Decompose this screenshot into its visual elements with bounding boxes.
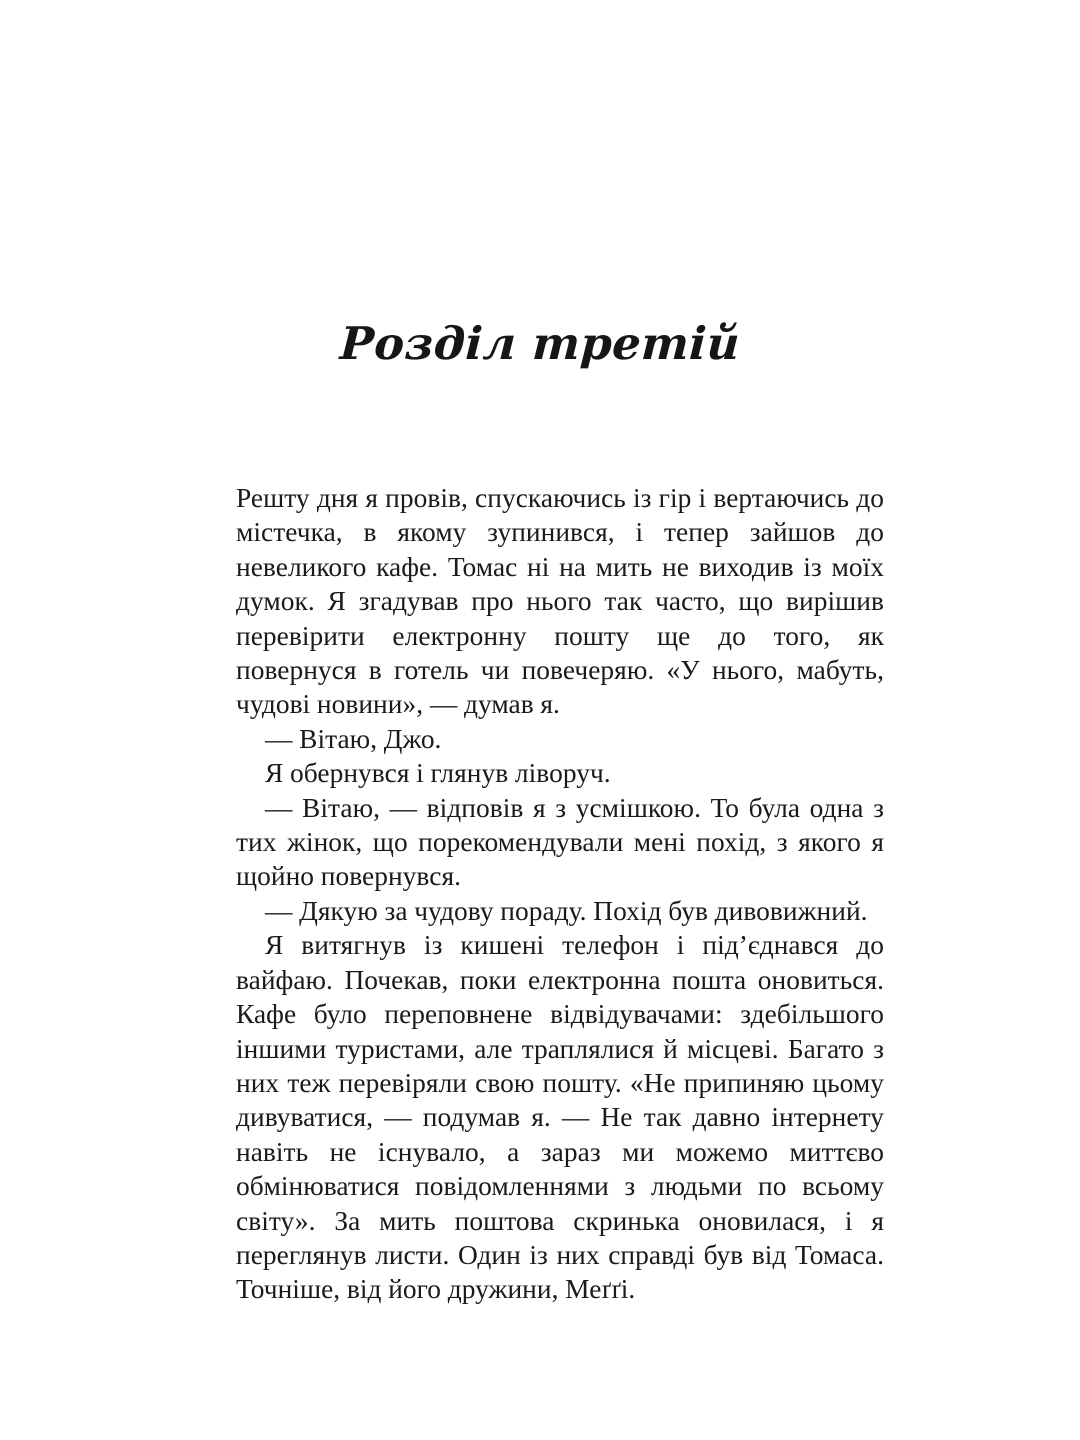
paragraph: — Дякую за чудову пораду. Похід був дивовижний. bbox=[265, 895, 868, 926]
paragraph: — Вітаю, Джо. bbox=[265, 723, 442, 754]
paragraph: Решту дня я провів, спускаючись із гір і вертаючись до містечка, в якому зупинився, і тепер зайшов до невеликого кафе. Томас ні на мить не виходив із моїх думок. Я згадував про нього так часто, що вирішив перевірити електронну пошту ще до того, як повернуся в готель чи повечеряю. «У нього, мабуть, чудові новини», — думав я. bbox=[236, 483, 884, 720]
body-text-block bbox=[236, 481, 884, 1307]
paragraph: Я обернувся і глянув ліворуч. bbox=[265, 758, 611, 789]
paragraph: — Вітаю, — відповів я з усмішкою. То була одна з тих жінок, що порекомендували мені похід, з якого я щойно повернувся. bbox=[236, 792, 884, 892]
chapter-title: Розділ третій bbox=[338, 317, 742, 371]
paragraph: Я витягнув із кишені телефон і під’єднався до вайфаю. Почекав, поки електронна пошта оновиться. Кафе було переповнене відвідувачами: здебільшого іншими туристами, але траплялися й місцеві. Багато з них теж перевіряли свою пошту. «Не припиняю цьому дивуватися, — подумав я. — Не так давно інтернету навіть не існувало, а зараз ми можемо миттєво обмінюватися повідомленнями з людьми по всьому світу». За мить поштова скринька оновилася, і я переглянув листи. Один із них справді був від Томаса. Точніше, від його дружини, Меґґі. bbox=[236, 930, 884, 1305]
